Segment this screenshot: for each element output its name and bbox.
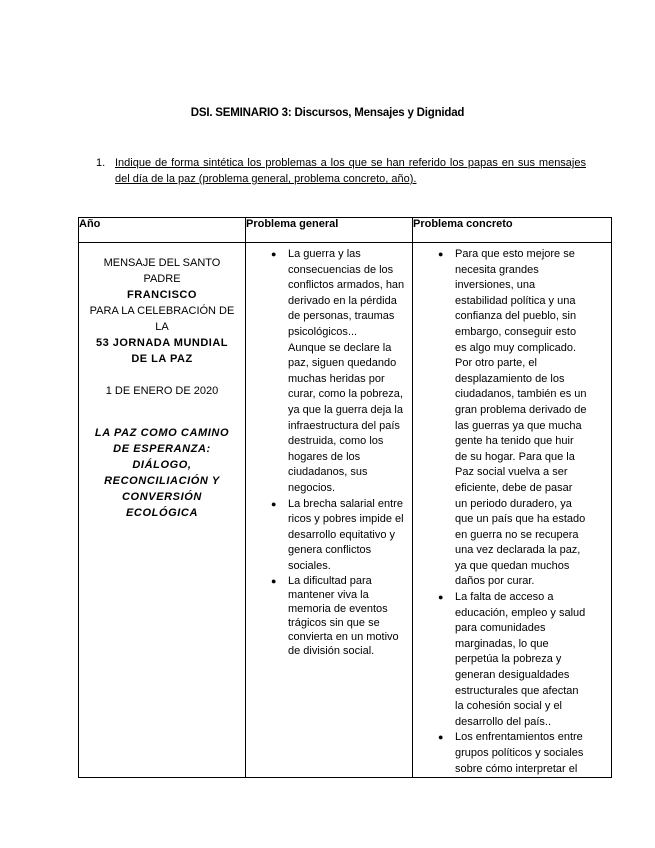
general-problems-cell — [246, 243, 413, 778]
celebration-line: PARA LA CELEBRACIÓN DE LA — [89, 305, 235, 333]
pope-name: FRANCISCO — [127, 289, 197, 301]
concrete-problems-cell — [413, 243, 612, 778]
bullet-icon: ● — [271, 498, 277, 509]
table-row — [79, 243, 612, 778]
table-header-row — [79, 218, 612, 243]
document-title: DSI. SEMINARIO 3: Discursos, Mensajes y Dignidad — [190, 107, 465, 119]
problems-table — [78, 217, 612, 778]
year-cell — [79, 243, 246, 778]
bullet-icon: ● — [438, 732, 444, 743]
message-motto: LA PAZ COMO CAMINO DE ESPERANZA: DIÁLOGO, RECONCILIACIÓN Y CONVERSIÓN ECOLÓGICA — [94, 427, 230, 519]
header-general-problem: Problema general — [246, 218, 413, 243]
question-text: Indique de forma sintética los problemas a los que se han referido los papas en sus mensajes del día de la paz (problema general, problema concreto, año). — [115, 157, 586, 185]
message-date: 1 DE ENERO DE 2020 — [105, 385, 219, 397]
bullet-icon: ● — [271, 249, 277, 259]
header-year: Año — [79, 218, 246, 243]
bullet-icon: ● — [438, 249, 444, 259]
list-item: ● La guerra y las consecuencias de los conflictos armados, han derivado en la pérdida de personas, traumas psicológicos... Aunque se declare la paz, siguen quedando muchas heridas por curar, como la pobreza, ya que la guerra deja la infraestructura del país destruida, como los hogares de los ciudadanos, sus negocios. — [288, 247, 406, 497]
list-item: ● La brecha salarial entre ricos y pobres impide el desarrollo equitativo y genera conflictos sociales. — [271, 497, 404, 572]
list-item: ● La falta de acceso a educación, empleo y salud para comunidades marginadas, lo que perpetúa la pobreza y generan desigualdades estructurales que afectan la cohesión social y el desarrollo del país.. — [438, 591, 586, 728]
jornada-title: 53 JORNADA MUNDIAL DE LA PAZ — [95, 337, 229, 365]
question-number: 1. — [96, 157, 106, 169]
list-item-continuation: Aunque se declare la paz, siguen quedando muchas heridas por curar, como la pobreza, ya que la guerra deja la infraestructura del país destruida, como los hogares de los ciudadanos, sus negocios. — [288, 341, 403, 494]
list-item: ● Para que esto mejore se necesita grandes inversiones, una estabilidad política y una confianza del pueblo, sin embargo, conseguir esto es algo muy complicado. Por otro parte, el desplazamiento de los ciudadanos, también es un gran problema derivado de las guerras ya que mucha gente ha tenido que huir de su hogar. Para que la Paz social vuelva a ser eficiente, debe de pasar un periodo duradero, ya que un país que ha estado en guerra no se recupera una vez declarada la paz, ya que quedan muchos daños por curar. — [438, 248, 587, 588]
list-item: ● La dificultad para mantener viva la memoria de eventos trágicos sin que se convierta en un motivo de división social. — [271, 575, 399, 658]
bullet-icon: ● — [271, 576, 277, 587]
message-intro: MENSAJE DEL SANTO PADRE — [103, 257, 221, 285]
general-problems-list — [271, 247, 406, 658]
list-item: ● Los enfrentamientos entre grupos políticos y sociales sobre cómo interpretar el — [438, 731, 584, 775]
header-concrete-problem: Problema concreto — [413, 218, 612, 243]
concrete-problems-list — [438, 247, 587, 777]
question-1 — [96, 155, 586, 187]
bullet-icon: ● — [438, 592, 444, 603]
